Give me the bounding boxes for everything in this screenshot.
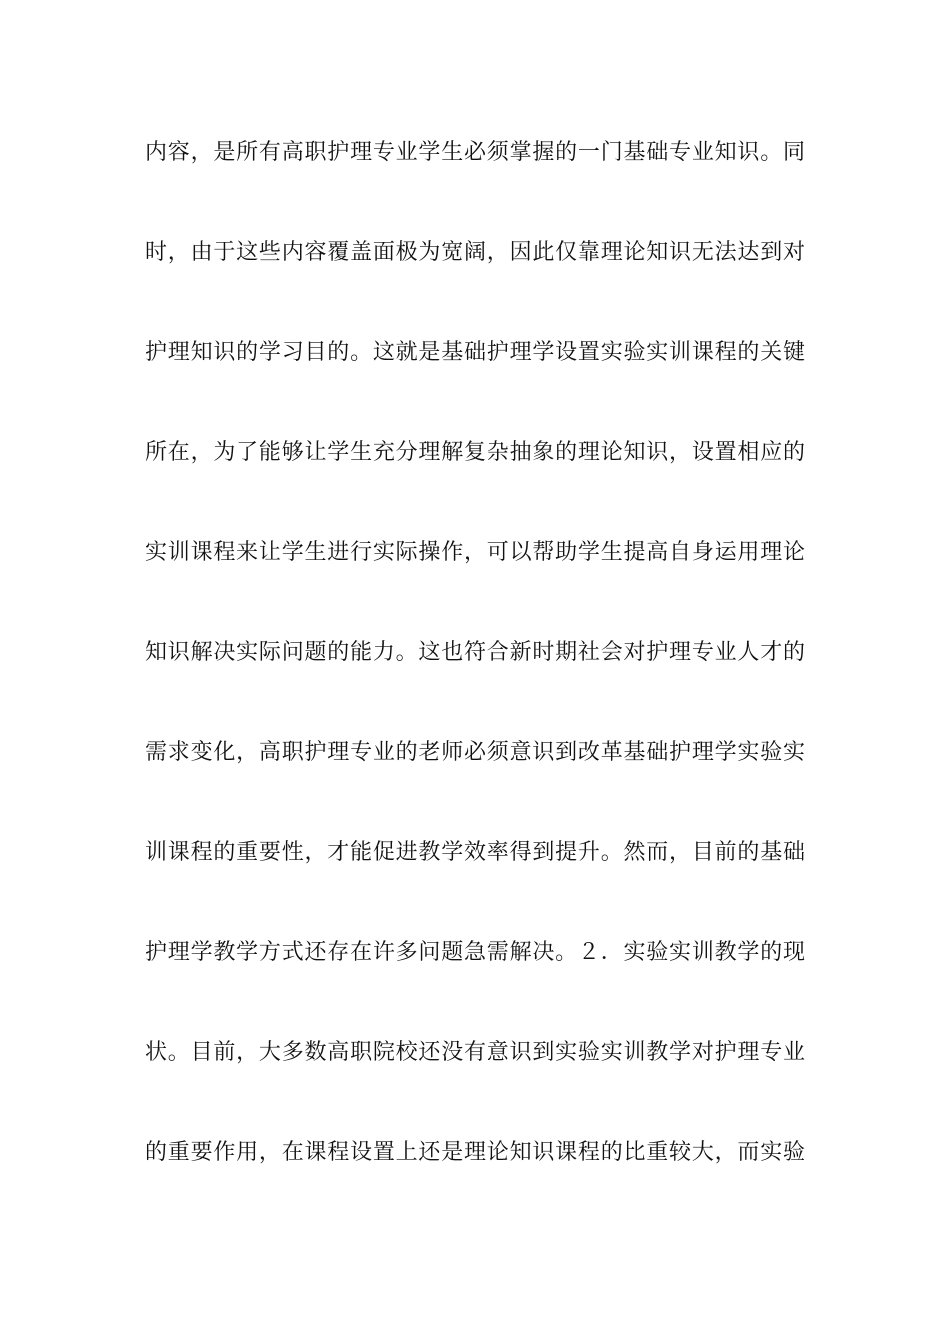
text-line: 实训课程来让学生进行实际操作，可以帮助学生提高自身运用理论	[145, 540, 805, 565]
text-line: 所在，为了能够让学生充分理解复杂抽象的理论知识，设置相应的	[145, 440, 805, 465]
text-line: 时，由于这些内容覆盖面极为宽阔，因此仅靠理论知识无法达到对	[145, 240, 805, 265]
text-line: 需求变化，高职护理专业的老师必须意识到改革基础护理学实验实	[145, 740, 805, 765]
text-line: 内容，是所有高职护理专业学生必须掌握的一门基础专业知识。同	[145, 140, 805, 165]
text-line: 护理知识的学习目的。这就是基础护理学设置实验实训课程的关键	[145, 340, 805, 365]
text-line: 护理学教学方式还存在许多问题急需解决。２．实验实训教学的现	[145, 940, 805, 965]
text-line: 状。目前，大多数高职院校还没有意识到实验实训教学对护理专业	[145, 1040, 805, 1065]
body-text	[145, 133, 805, 1233]
text-line: 知识解决实际问题的能力。这也符合新时期社会对护理专业人才的	[145, 640, 805, 665]
text-line: 的重要作用，在课程设置上还是理论知识课程的比重较大，而实验	[145, 1140, 805, 1165]
text-line: 训课程的重要性，才能促进教学效率得到提升。然而，目前的基础	[145, 840, 805, 865]
